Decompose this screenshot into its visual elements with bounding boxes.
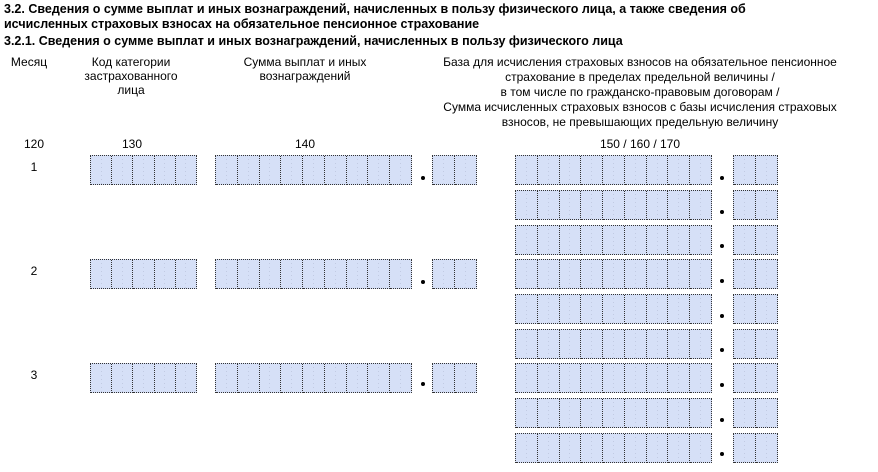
char-cell[interactable] bbox=[756, 295, 778, 324]
contributions-kopecks-field[interactable] bbox=[733, 433, 778, 463]
char-cell[interactable] bbox=[581, 330, 603, 359]
char-cell[interactable] bbox=[625, 156, 647, 185]
char-cell[interactable] bbox=[668, 399, 690, 428]
char-cell[interactable] bbox=[281, 156, 303, 185]
char-cell[interactable] bbox=[238, 364, 260, 393]
char-cell[interactable] bbox=[560, 364, 582, 393]
char-cell[interactable] bbox=[668, 330, 690, 359]
category-code-field[interactable] bbox=[90, 155, 197, 185]
char-cell[interactable] bbox=[325, 364, 347, 393]
char-cell[interactable] bbox=[647, 295, 669, 324]
char-cell[interactable] bbox=[303, 260, 325, 289]
char-cell[interactable] bbox=[734, 260, 756, 289]
column-amount-label bbox=[220, 55, 390, 83]
char-cell[interactable] bbox=[625, 295, 647, 324]
char-cell[interactable] bbox=[216, 156, 238, 185]
column-base-line: Сумма исчисленных страховых взносов с базы исчисления страховых bbox=[443, 100, 837, 114]
char-cell[interactable] bbox=[581, 156, 603, 185]
char-cell[interactable] bbox=[625, 191, 647, 220]
char-cell[interactable] bbox=[325, 260, 347, 289]
char-cell[interactable] bbox=[668, 364, 690, 393]
char-cell[interactable] bbox=[455, 156, 477, 185]
column-category-line: лица bbox=[117, 83, 145, 97]
char-cell[interactable] bbox=[112, 260, 133, 289]
char-cell[interactable] bbox=[516, 156, 538, 185]
decimal-point bbox=[720, 348, 724, 352]
char-cell[interactable] bbox=[560, 399, 582, 428]
subsection-title: 3.2.1. Сведения о сумме выплат и иных вознаграждений, начисленных в пользу физического лица bbox=[4, 34, 623, 48]
column-base-line: в том числе по гражданско-правовым договорам / bbox=[500, 85, 780, 99]
char-cell[interactable] bbox=[112, 156, 133, 185]
char-cell[interactable] bbox=[690, 226, 712, 255]
category-code-field[interactable] bbox=[90, 259, 197, 289]
char-cell[interactable] bbox=[390, 156, 412, 185]
char-cell[interactable] bbox=[155, 364, 176, 393]
char-cell[interactable] bbox=[647, 330, 669, 359]
amount-kopecks-field[interactable] bbox=[432, 259, 477, 289]
char-cell[interactable] bbox=[603, 295, 625, 324]
contributions-integer-field[interactable] bbox=[515, 433, 712, 463]
decimal-point bbox=[720, 452, 724, 456]
char-cell[interactable] bbox=[756, 226, 778, 255]
char-cell[interactable] bbox=[647, 191, 669, 220]
code-amount: 140 bbox=[294, 137, 316, 151]
char-cell[interactable] bbox=[91, 364, 112, 393]
char-cell[interactable] bbox=[756, 434, 778, 463]
char-cell[interactable] bbox=[647, 364, 669, 393]
contract-kopecks-field[interactable] bbox=[733, 190, 778, 220]
char-cell[interactable] bbox=[133, 156, 154, 185]
base-integer-field[interactable] bbox=[515, 259, 712, 289]
char-cell[interactable] bbox=[260, 260, 282, 289]
char-cell[interactable] bbox=[216, 260, 238, 289]
char-cell[interactable] bbox=[516, 191, 538, 220]
char-cell[interactable] bbox=[433, 156, 455, 185]
amount-kopecks-field[interactable] bbox=[432, 363, 477, 393]
char-cell[interactable] bbox=[433, 260, 455, 289]
char-cell[interactable] bbox=[176, 260, 197, 289]
month-number: 1 bbox=[30, 160, 38, 174]
char-cell[interactable] bbox=[133, 364, 154, 393]
char-cell[interactable] bbox=[281, 364, 303, 393]
category-code-field[interactable] bbox=[90, 363, 197, 393]
char-cell[interactable] bbox=[690, 260, 712, 289]
char-cell[interactable] bbox=[560, 260, 582, 289]
amount-integer-field[interactable] bbox=[215, 259, 412, 289]
char-cell[interactable] bbox=[668, 191, 690, 220]
base-kopecks-field[interactable] bbox=[733, 155, 778, 185]
char-cell[interactable] bbox=[690, 330, 712, 359]
decimal-point bbox=[720, 279, 724, 283]
char-cell[interactable] bbox=[155, 260, 176, 289]
char-cell[interactable] bbox=[303, 364, 325, 393]
column-month-label: Месяц bbox=[10, 55, 48, 69]
contract-integer-field[interactable] bbox=[515, 398, 712, 428]
char-cell[interactable] bbox=[516, 260, 538, 289]
char-cell[interactable] bbox=[347, 364, 369, 393]
decimal-point bbox=[421, 176, 425, 180]
char-cell[interactable] bbox=[516, 226, 538, 255]
char-cell[interactable] bbox=[668, 156, 690, 185]
char-cell[interactable] bbox=[690, 191, 712, 220]
char-cell[interactable] bbox=[603, 260, 625, 289]
char-cell[interactable] bbox=[368, 260, 390, 289]
char-cell[interactable] bbox=[668, 434, 690, 463]
char-cell[interactable] bbox=[176, 364, 197, 393]
char-cell[interactable] bbox=[433, 364, 455, 393]
char-cell[interactable] bbox=[756, 364, 778, 393]
char-cell[interactable] bbox=[516, 364, 538, 393]
char-cell[interactable] bbox=[238, 260, 260, 289]
char-cell[interactable] bbox=[390, 260, 412, 289]
column-amount-line: Сумма выплат и иных bbox=[243, 55, 367, 69]
char-cell[interactable] bbox=[516, 330, 538, 359]
char-cell[interactable] bbox=[756, 156, 778, 185]
decimal-point bbox=[720, 244, 724, 248]
column-category-line: застрахованного bbox=[84, 69, 178, 83]
decimal-point bbox=[720, 383, 724, 387]
contract-integer-field[interactable] bbox=[515, 294, 712, 324]
char-cell[interactable] bbox=[581, 399, 603, 428]
char-cell[interactable] bbox=[560, 226, 582, 255]
char-cell[interactable] bbox=[603, 330, 625, 359]
char-cell[interactable] bbox=[756, 260, 778, 289]
char-cell[interactable] bbox=[603, 399, 625, 428]
char-cell[interactable] bbox=[756, 191, 778, 220]
char-cell[interactable] bbox=[690, 156, 712, 185]
char-cell[interactable] bbox=[260, 156, 282, 185]
char-cell[interactable] bbox=[734, 156, 756, 185]
char-cell[interactable] bbox=[560, 295, 582, 324]
column-category-line: Код категории bbox=[91, 55, 171, 69]
column-base-line: База для исчисления страховых взносов на обязательное пенсионное bbox=[443, 55, 837, 69]
char-cell[interactable] bbox=[734, 399, 756, 428]
char-cell[interactable] bbox=[538, 295, 560, 324]
amount-integer-field[interactable] bbox=[215, 155, 412, 185]
char-cell[interactable] bbox=[581, 260, 603, 289]
char-cell[interactable] bbox=[538, 226, 560, 255]
char-cell[interactable] bbox=[238, 156, 260, 185]
char-cell[interactable] bbox=[347, 260, 369, 289]
char-cell[interactable] bbox=[455, 260, 477, 289]
char-cell[interactable] bbox=[581, 226, 603, 255]
char-cell[interactable] bbox=[581, 295, 603, 324]
char-cell[interactable] bbox=[155, 156, 176, 185]
contributions-integer-field[interactable] bbox=[515, 225, 712, 255]
section-title-line2: исчисленных страховых взносах на обязательное пенсионное страхование bbox=[4, 17, 480, 31]
decimal-point bbox=[421, 382, 425, 386]
contract-integer-field[interactable] bbox=[515, 190, 712, 220]
char-cell[interactable] bbox=[281, 260, 303, 289]
char-cell[interactable] bbox=[690, 399, 712, 428]
char-cell[interactable] bbox=[603, 191, 625, 220]
code-month: 120 bbox=[23, 137, 45, 151]
char-cell[interactable] bbox=[756, 330, 778, 359]
char-cell[interactable] bbox=[516, 295, 538, 324]
char-cell[interactable] bbox=[603, 434, 625, 463]
char-cell[interactable] bbox=[560, 434, 582, 463]
char-cell[interactable] bbox=[176, 156, 197, 185]
char-cell[interactable] bbox=[538, 156, 560, 185]
char-cell[interactable] bbox=[516, 399, 538, 428]
char-cell[interactable] bbox=[133, 260, 154, 289]
char-cell[interactable] bbox=[538, 260, 560, 289]
char-cell[interactable] bbox=[625, 434, 647, 463]
char-cell[interactable] bbox=[560, 191, 582, 220]
contract-kopecks-field[interactable] bbox=[733, 294, 778, 324]
char-cell[interactable] bbox=[603, 226, 625, 255]
char-cell[interactable] bbox=[260, 364, 282, 393]
char-cell[interactable] bbox=[368, 156, 390, 185]
contributions-integer-field[interactable] bbox=[515, 329, 712, 359]
char-cell[interactable] bbox=[734, 295, 756, 324]
char-cell[interactable] bbox=[560, 330, 582, 359]
char-cell[interactable] bbox=[734, 364, 756, 393]
decimal-point bbox=[720, 418, 724, 422]
char-cell[interactable] bbox=[538, 364, 560, 393]
char-cell[interactable] bbox=[538, 399, 560, 428]
column-amount-line: вознаграждений bbox=[259, 69, 351, 83]
code-base: 150 / 160 / 170 bbox=[599, 137, 681, 151]
char-cell[interactable] bbox=[647, 226, 669, 255]
month-number: 2 bbox=[30, 264, 38, 278]
char-cell[interactable] bbox=[625, 399, 647, 428]
contributions-kopecks-field[interactable] bbox=[733, 225, 778, 255]
char-cell[interactable] bbox=[91, 156, 112, 185]
char-cell[interactable] bbox=[112, 364, 133, 393]
char-cell[interactable] bbox=[368, 364, 390, 393]
char-cell[interactable] bbox=[690, 434, 712, 463]
char-cell[interactable] bbox=[734, 330, 756, 359]
char-cell[interactable] bbox=[581, 434, 603, 463]
char-cell[interactable] bbox=[668, 295, 690, 324]
char-cell[interactable] bbox=[625, 226, 647, 255]
base-kopecks-field[interactable] bbox=[733, 363, 778, 393]
char-cell[interactable] bbox=[647, 434, 669, 463]
char-cell[interactable] bbox=[538, 191, 560, 220]
char-cell[interactable] bbox=[625, 330, 647, 359]
section-title-line1: 3.2. Сведения о сумме выплат и иных вознаграждений, начисленных в пользу физического лица, а также сведения об bbox=[4, 2, 746, 16]
char-cell[interactable] bbox=[455, 364, 477, 393]
char-cell[interactable] bbox=[625, 364, 647, 393]
char-cell[interactable] bbox=[538, 434, 560, 463]
char-cell[interactable] bbox=[690, 295, 712, 324]
char-cell[interactable] bbox=[91, 260, 112, 289]
char-cell[interactable] bbox=[690, 364, 712, 393]
char-cell[interactable] bbox=[734, 226, 756, 255]
char-cell[interactable] bbox=[668, 226, 690, 255]
char-cell[interactable] bbox=[347, 156, 369, 185]
decimal-point bbox=[421, 280, 425, 284]
column-base-label bbox=[405, 55, 875, 130]
column-base-line: страхование в пределах предельной величины / bbox=[505, 70, 775, 84]
char-cell[interactable] bbox=[647, 260, 669, 289]
char-cell[interactable] bbox=[390, 364, 412, 393]
amount-kopecks-field[interactable] bbox=[432, 155, 477, 185]
char-cell[interactable] bbox=[625, 260, 647, 289]
char-cell[interactable] bbox=[734, 191, 756, 220]
char-cell[interactable] bbox=[756, 399, 778, 428]
amount-integer-field[interactable] bbox=[215, 363, 412, 393]
column-category-label bbox=[66, 55, 196, 97]
contributions-kopecks-field[interactable] bbox=[733, 329, 778, 359]
base-integer-field[interactable] bbox=[515, 363, 712, 393]
code-category: 130 bbox=[121, 137, 143, 151]
char-cell[interactable] bbox=[538, 330, 560, 359]
decimal-point bbox=[720, 210, 724, 214]
char-cell[interactable] bbox=[216, 364, 238, 393]
char-cell[interactable] bbox=[603, 156, 625, 185]
month-number: 3 bbox=[30, 368, 38, 382]
base-kopecks-field[interactable] bbox=[733, 259, 778, 289]
char-cell[interactable] bbox=[303, 156, 325, 185]
char-cell[interactable] bbox=[560, 156, 582, 185]
column-base-line: взносов, не превышающих предельную величину bbox=[501, 115, 779, 129]
decimal-point bbox=[720, 176, 724, 180]
char-cell[interactable] bbox=[647, 156, 669, 185]
char-cell[interactable] bbox=[734, 434, 756, 463]
char-cell[interactable] bbox=[647, 399, 669, 428]
char-cell[interactable] bbox=[668, 260, 690, 289]
char-cell[interactable] bbox=[581, 191, 603, 220]
contract-kopecks-field[interactable] bbox=[733, 398, 778, 428]
char-cell[interactable] bbox=[603, 364, 625, 393]
char-cell[interactable] bbox=[516, 434, 538, 463]
decimal-point bbox=[720, 314, 724, 318]
char-cell[interactable] bbox=[325, 156, 347, 185]
char-cell[interactable] bbox=[581, 364, 603, 393]
base-integer-field[interactable] bbox=[515, 155, 712, 185]
